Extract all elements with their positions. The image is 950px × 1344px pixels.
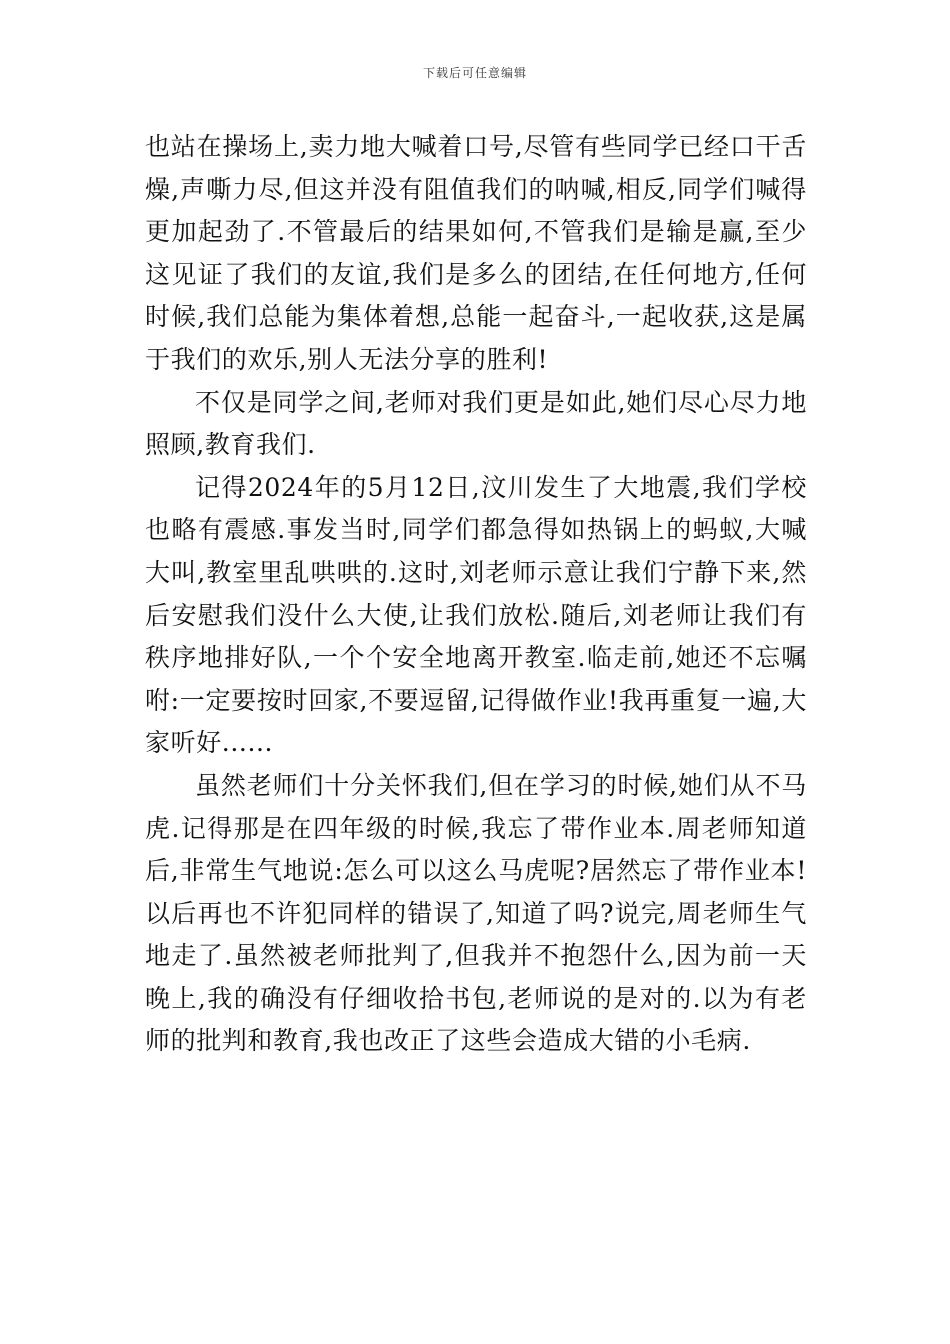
- paragraph-earthquake: 记得2024年的5月12日,汶川发生了大地震,我们学校也略有震感.事发当时,同学们都急得如热锅上的蚂蚁,大喊大叫,教室里乱哄哄的.这时,刘老师示意让我们宁静下来,然后安慰我们没什么大使,让我们放松.随后,刘老师让我们有秩序地排好队,一个个安全地离开教室.临走前,她还不忘嘱咐:一定要按时回家,不要逗留,记得做作业!我再重复一遍,大家听好......: [145, 472, 807, 758]
- paragraph-teachers-care: 不仅是同学之间,老师对我们更是如此,她们尽心尽力地照顾,教育我们.: [145, 387, 807, 460]
- paragraph-homework: 虽然老师们十分关怀我们,但在学习的时候,她们从不马虎.记得那是在四年级的时候,我忘了带作业本.周老师知道后,非常生气地说:怎么可以这么马虎呢?居然忘了带作业本!以后再也不许犯同样的错误了,知道了吗?说完,周老师生气地走了.虽然被老师批判了,但我并不抱怨什么,因为前一天晚上,我的确没有仔细收拾书包,老师说的是对的.以为有老师的批判和教育,我也改正了这些会造成大错的小毛病.: [145, 770, 807, 1056]
- paragraph-continuation: 也站在操场上,卖力地大喊着口号,尽管有些同学已经口干舌燥,声嘶力尽,但这并没有阻值我们的呐喊,相反,同学们喊得更加起劲了.不管最后的结果如何,不管我们是输是赢,至少这见证了我们的友谊,我们是多么的团结,在任何地方,任何时候,我们总能为集体着想,总能一起奋斗,一起收获,这是属于我们的欢乐,别人无法分享的胜利!: [145, 132, 807, 374]
- document-body: [145, 126, 807, 1063]
- page-header-note: 下载后可任意编辑: [422, 66, 527, 80]
